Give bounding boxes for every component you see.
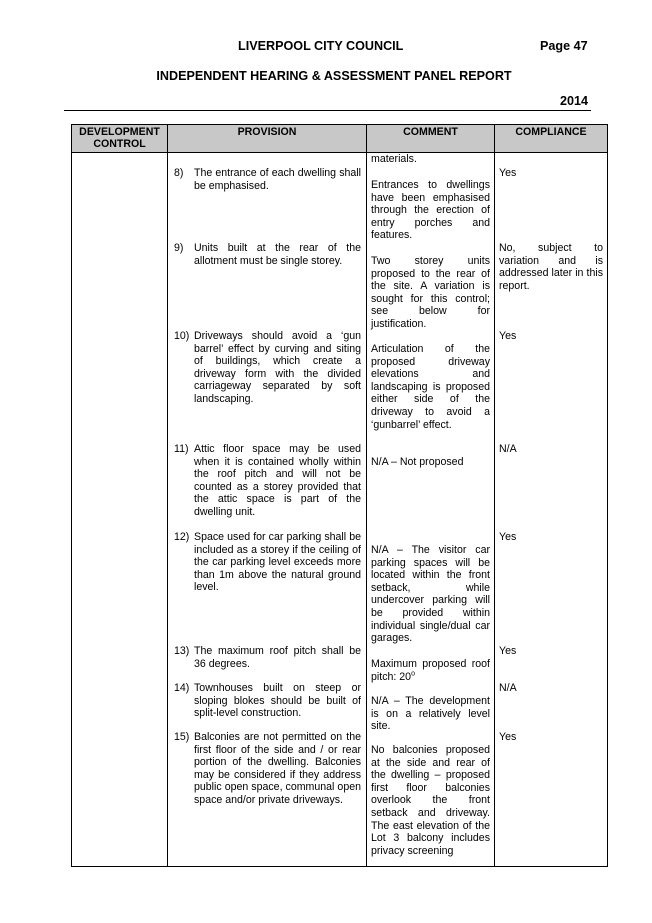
comment-item: N/A – The development is on a relatively level site.	[371, 695, 490, 733]
provision-number: 14)	[174, 682, 190, 694]
provision-number: 15)	[174, 731, 190, 743]
comment-item: N/A – Not proposed	[371, 456, 464, 468]
provision-item	[168, 242, 366, 330]
column-header-comment: COMMENT	[367, 125, 495, 153]
provision-number: 10)	[174, 330, 190, 342]
provision-text: Attic floor space may be used when it is contained wholly within the roof pitch and will not be counted as a storey provided that the attic space is part of the dwelling unit.	[194, 443, 361, 518]
comment-item: Articulation of the proposed driveway elevations and landscaping is proposed either side of the driveway to avoid a ‘gunbarrel’ effect.	[371, 343, 490, 431]
provision-text: Driveways should avoid a ‘gun barrel’ effect by curving and siting of buildings, which create a driveway form with the divided carriageway separated by soft landscaping.	[194, 330, 361, 405]
provision-cell	[168, 153, 367, 867]
provision-item	[168, 443, 366, 531]
provision-number: 8)	[174, 167, 184, 179]
compliance-item: Yes	[499, 167, 517, 179]
provision-item	[168, 330, 366, 443]
comment-item: No balconies proposed at the side and rear of the dwelling – proposed first floor balconies overlook the front setback and driveway. The east elevation of the Lot 3 balcony includes privacy screening	[371, 744, 490, 857]
column-header-compliance: COMPLIANCE	[495, 125, 608, 153]
table-header-row	[72, 125, 608, 153]
provision-item	[168, 531, 366, 645]
comment-item: N/A – The visitor car parking spaces will be located within the front setback, while undercover parking will be provided within individual single/dual car garages.	[371, 544, 490, 645]
council-name: LIVERPOOL CITY COUNCIL	[238, 39, 404, 53]
provision-item	[168, 682, 366, 731]
comment-cell	[367, 153, 495, 867]
compliance-item: N/A	[499, 682, 517, 694]
compliance-item: Yes	[499, 531, 517, 543]
compliance-item: Yes	[499, 731, 517, 743]
table-body-row	[72, 153, 608, 867]
provision-text: Townhouses built on steep or sloping blokes should be built of split-level construction.	[194, 682, 361, 720]
compliance-item: Yes	[499, 645, 517, 657]
report-year: 2014	[560, 94, 589, 108]
roof-pitch-comment: Maximum proposed roof pitch: 20	[371, 658, 490, 683]
page-header	[0, 39, 652, 55]
column-header-provision: PROVISION	[168, 125, 367, 153]
compliance-cell	[495, 153, 608, 867]
provision-number: 12)	[174, 531, 190, 543]
comment-item: Two storey units proposed to the rear of the site. A variation is sought for this control; see below for justification.	[371, 255, 490, 330]
provision-number: 9)	[174, 242, 184, 254]
provision-text: The entrance of each dwelling shall be emphasised.	[194, 167, 361, 192]
compliance-item: N/A	[499, 443, 517, 455]
header-rule	[64, 110, 591, 111]
development-control-cell	[72, 153, 168, 867]
comment-item	[367, 658, 494, 695]
comment-carryover: materials.	[371, 153, 417, 165]
provision-item	[168, 645, 366, 682]
provision-text: The maximum roof pitch shall be 36 degrees.	[194, 645, 361, 670]
provision-number: 11)	[174, 443, 189, 455]
page-number: Page 47	[540, 39, 588, 53]
provision-text: Units built at the rear of the allotment must be single storey.	[194, 242, 361, 267]
comment-item: Entrances to dwellings have been emphasised through the erection of entry porches and features.	[371, 179, 490, 242]
provision-text: Balconies are not permitted on the first floor of the side and / or rear portion of the dwelling. Balconies may be considered if they address public open space, communal open space and/or private driveways.	[194, 731, 361, 806]
provision-number: 13)	[174, 645, 190, 657]
provision-item	[168, 167, 366, 242]
provision-text: Space used for car parking shall be included as a storey if the ceiling of the car parking level exceeds more than 1m above the natural ground level.	[194, 531, 361, 594]
column-header-development-control: DEVELOPMENT CONTROL	[72, 125, 168, 153]
degree-symbol: o	[411, 670, 415, 678]
report-title: INDEPENDENT HEARING & ASSESSMENT PANEL REPORT	[156, 69, 512, 83]
provision-item	[168, 731, 366, 853]
compliance-table	[71, 124, 608, 867]
compliance-item: Yes	[499, 330, 517, 342]
compliance-item: No, subject to variation and is addressed later in this report.	[499, 242, 603, 292]
